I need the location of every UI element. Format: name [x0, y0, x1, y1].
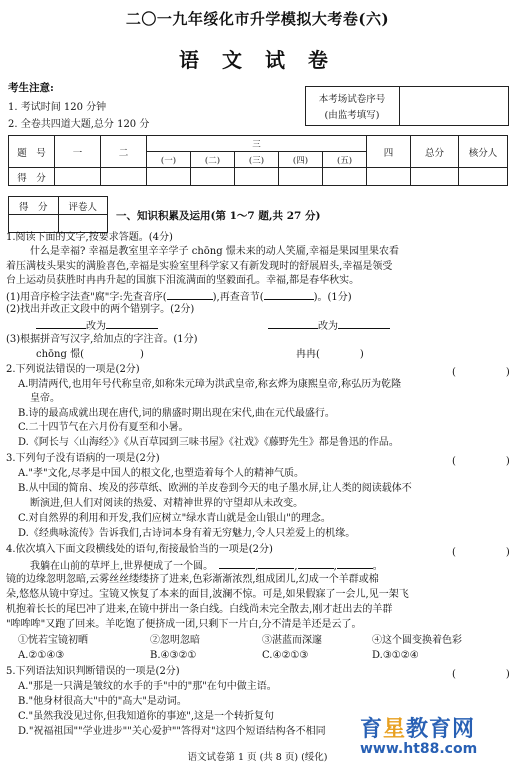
option-a: A.明清两代,也用年号代称皇帝,如称朱元璋为洪武皇帝,称玄烨为康熙皇帝,称弘历为乾隆 — [18, 379, 402, 390]
sub-col: (二) — [191, 152, 235, 168]
answer-blank[interactable] — [106, 318, 158, 329]
sub-question: (3)根据拼音写汉字,给加点的字注音。(1分) — [6, 334, 198, 345]
sub-question-text: ),再查音节( — [212, 292, 264, 303]
option-d: D."祝福祖国""学业进步""关心爱护""答得对"这四个短语结构各不相同 — [18, 726, 326, 737]
col-part-1: 一 — [55, 136, 101, 168]
score-cell[interactable] — [459, 168, 508, 186]
option-c: C."虽然我没见过你,但我知道你的事迹",这是一个转折复句 — [18, 711, 275, 722]
pinyin-item — [36, 348, 144, 363]
exam-title: 二〇一九年绥化市升学模拟大考卷(六) — [125, 10, 390, 28]
option-b-cont: 断演进,但人们对阅读的热爱、对精神世界的守望却从未改变。 — [30, 498, 304, 509]
score-cell[interactable] — [235, 168, 279, 186]
answer-paren[interactable]: ( ) — [452, 367, 510, 378]
passage-line: 着压满枝头果实的满脸喜色,幸福是实验室里科学家又有新发现时的舒展眉头,幸福是领受 — [6, 261, 393, 272]
grader-score-label: 得 分 — [9, 197, 59, 215]
option-a: A.②①④③ — [18, 650, 65, 661]
watermark-logo — [360, 712, 477, 757]
passage-line: 什么是幸福? 幸福是教室里辛辛学子 chōng 憬未来的动人笑靥,幸福是果园里果农看 — [30, 246, 399, 257]
section-heading: 一、知识积累及运用(第 1～7 题,共 27 分) — [116, 210, 321, 222]
paren: ) — [139, 349, 144, 360]
seat-number-note: (由监考填写) — [324, 110, 380, 121]
sub-col: (一) — [147, 152, 191, 168]
choice-1: ①恍若宝镜初晒 — [18, 635, 88, 646]
grader-score-cell[interactable] — [9, 215, 59, 233]
change-label: 改为 — [86, 321, 106, 332]
sub-col: (五) — [323, 152, 367, 168]
pinyin-text: 冉冉( — [296, 349, 320, 360]
passage-line: 台上运动员获胜时冉冉升起的国旗下泪流满面的坚毅面孔。幸福,都是春华秋实。 — [6, 275, 360, 286]
pinyin-text: chōng 憬( — [36, 349, 84, 360]
score-cell[interactable] — [323, 168, 367, 186]
option-a: A."那是一只满是皱纹的水手的手"中的"那"在句中做主语。 — [18, 681, 277, 692]
answer-blank[interactable] — [264, 289, 314, 300]
option-a: A."孝"文化,尽孝是中国人的根文化,也塑造着每个人的精神气质。 — [18, 468, 304, 479]
watermark-text: 星 — [383, 717, 407, 742]
question-stem: 5.下列语法知识判断错误的一项是(2分) — [6, 666, 180, 677]
score-cell[interactable] — [279, 168, 323, 186]
option-c: C.对自然界的利用和开发,我们应树立"绿水青山就是金山银山"的理念。 — [18, 513, 331, 524]
seat-number-label: 本考场试卷序号 — [318, 94, 386, 105]
question-label: 题 号 — [9, 136, 55, 168]
question-stem: 3.下列句子没有语病的一项是(2分) — [6, 453, 160, 464]
option-d: D.《阿长与〈山海经〉》《从百草园到三味书屋》《社戏》《藤野先生》都是鲁迅的作品。 — [18, 437, 399, 448]
fill-blank[interactable] — [337, 558, 373, 569]
col-total: 总分 — [411, 136, 459, 168]
option-b: B.④③②① — [150, 650, 197, 661]
score-cell[interactable] — [411, 168, 459, 186]
score-cell[interactable] — [101, 168, 147, 186]
passage-line: 机抱着长长的尾巴冲了进来,在镜中拼出一条白线。白线尚未完全散去,刚才赶出去的羊群 — [6, 604, 393, 615]
passage-line: 镜的边缘忽明忽暗,云雾丝丝缕缕挤了进来,色彩渐渐浓烈,组成团儿,幻成一个羊群或棉 — [6, 574, 379, 585]
sub-question-text: )。(1分) — [313, 292, 352, 303]
fill-blank[interactable] — [298, 558, 334, 569]
score-cell[interactable] — [367, 168, 411, 186]
answer-blank[interactable] — [36, 318, 86, 329]
answer-blank[interactable] — [338, 318, 390, 329]
notice-item: 2. 全卷共四道大题,总分 120 分 — [8, 119, 150, 130]
option-d: D.《经典咏流传》告诉我们,古诗词本身有着无穷魅力,令人只差爱上的机缘。 — [18, 528, 356, 539]
question-stem: 2.下列说法错误的一项是(2分) — [6, 364, 140, 375]
option-a-cont: 皇帝。 — [30, 393, 60, 404]
score-cell[interactable] — [147, 168, 191, 186]
watermark-text: 育 — [360, 717, 384, 742]
passage-text: 我躺在山前的草坪上,世界便成了一个圆。 — [30, 561, 214, 572]
watermark-text: 教育网 — [406, 717, 476, 742]
option-c: C.④②①③ — [262, 650, 309, 661]
grader-reviewer-cell[interactable] — [58, 215, 108, 233]
seat-number-box — [305, 86, 509, 126]
answer-paren[interactable]: ( ) — [452, 456, 510, 467]
page-footer: 语文试卷第 1 页 (共 8 页) (绥化) — [187, 752, 328, 763]
col-part-4: 四 — [367, 136, 411, 168]
sub-col: (四) — [279, 152, 323, 168]
watermark-url: www.ht88.com — [360, 741, 478, 757]
paren: ) — [359, 349, 364, 360]
score-cell[interactable] — [55, 168, 101, 186]
sub-question-text: (1)用音序检字法查"腐"字:先查音序( — [6, 292, 167, 303]
question-stem: 1.阅读下面的文字,按要求答题。(4分) — [6, 232, 173, 243]
seat-box-divider — [399, 87, 400, 125]
subject-title: 语 文 试 卷 — [179, 48, 336, 72]
notice-heading: 考生注意: — [8, 82, 54, 94]
score-label: 得 分 — [9, 168, 55, 186]
score-table — [8, 135, 508, 186]
choice-3: ③湛蓝而深邃 — [262, 635, 322, 646]
answer-blank[interactable] — [167, 289, 213, 300]
option-b: B.诗的最高成就出现在唐代,词的鼎盛时期出现在宋代,曲在元代最盛行。 — [18, 408, 335, 419]
passage-line: "哞哞哞"又跑了回来。羊吃饱了便挤成一团,只剩下一片白,分不清是羊还是云了。 — [6, 619, 362, 630]
passage-line: 朵,悠悠从镜中穿过。宝镜又恢复了本来的面目,波澜不惊。可是,如果假寐了一会儿,见一架飞 — [6, 589, 409, 600]
fill-blank[interactable] — [258, 558, 294, 569]
sub-col: (三) — [235, 152, 279, 168]
answer-paren[interactable]: ( ) — [452, 547, 510, 558]
option-c: C.二十四节气在六月份有夏至和小暑。 — [18, 422, 189, 433]
score-cell[interactable] — [191, 168, 235, 186]
question-stem: 4.依次填入下面文段横线处的语句,衔接最恰当的一项是(2分) — [6, 544, 273, 555]
col-part-2: 二 — [101, 136, 147, 168]
option-d: D.③①②④ — [372, 650, 419, 661]
col-part-3: 三 — [147, 136, 367, 152]
passage-line: 我躺在山前的草坪上,世界便成了一个圆。 , , , 。 — [30, 558, 383, 575]
choice-2: ②忽明忽暗 — [150, 635, 200, 646]
choice-4: ④这个圆变换着色彩 — [372, 635, 462, 646]
pinyin-item — [296, 348, 364, 363]
notice-item: 1. 考试时间 120 分钟 — [8, 102, 107, 113]
sub-question: (2)找出并改正文段中的两个错别字。(2分) — [6, 304, 195, 315]
correction-line — [268, 318, 390, 335]
answer-blank[interactable] — [268, 318, 318, 329]
grader-table — [8, 196, 108, 233]
change-label: 改为 — [318, 321, 338, 332]
fill-blank[interactable] — [219, 558, 255, 569]
grader-reviewer-label: 评卷人 — [58, 197, 108, 215]
col-reviewer: 核分人 — [459, 136, 508, 168]
option-b: B."他身材很高大"中的"高大"是动词。 — [18, 696, 187, 707]
answer-paren[interactable]: ( ) — [452, 669, 510, 680]
option-b: B.从中国的简帛、埃及的莎草纸、欧洲的羊皮卷到今天的电子墨水屏,让人类的阅读载体不 — [18, 483, 412, 494]
